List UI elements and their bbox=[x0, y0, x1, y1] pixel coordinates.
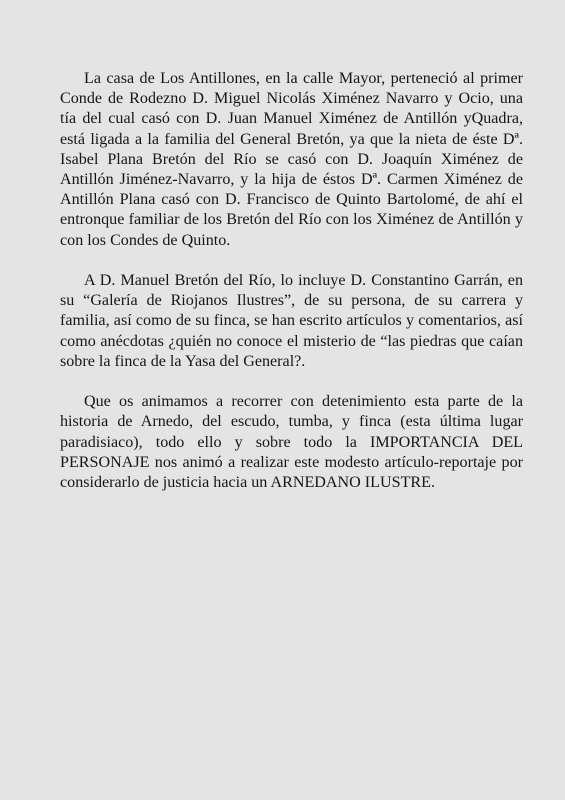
paragraph-3: Que os animamos a recorrer con detenimiento esta parte de la historia de Arnedo, del escudo, tumba, y finca (esta última lugar paradisiaco), todo ello y sobre todo la IMPORTANCIA DEL PERSONAJE nos animó a realizar este modesto artículo-reportaje por considerarlo de justicia hacia un ARNEDANO ILUSTRE. bbox=[60, 393, 523, 492]
paragraph-2: A D. Manuel Bretón del Río, lo incluye D. Constantino Garrán, en su “Galería de Riojanos Ilustres”, de su persona, de su carrera y familia, así como de su finca, se han escrito artículos y comentarios, así como anécdotas ¿quién no conoce el misterio de “las piedras que caían sobre la finca de la Yasa del General?. bbox=[60, 272, 523, 370]
paragraph-1: La casa de Los Antillones, en la calle Mayor, perteneció al primer Conde de Rodezno D. Miguel Nicolás Ximénez Navarro y Ocio, una tía del cual casó con D. Juan Manuel Ximénez de Antillón yQuadra, está ligada a la familia del General Bretón, ya que la nieta de éste Dª. Isabel Plana Bretón del Río se casó con D. Joaquín Ximénez de Antillón Jiménez-Navarro, y la hija de éstos Dª. Carmen Ximénez de Antillón Plana casó con D. Francisco de Quinto Bartolomé, de ahí el entronque familiar de los Bretón del Río con los Ximénez de Antillón y con los Condes de Quinto. bbox=[60, 70, 523, 249]
body-text bbox=[60, 69, 523, 493]
